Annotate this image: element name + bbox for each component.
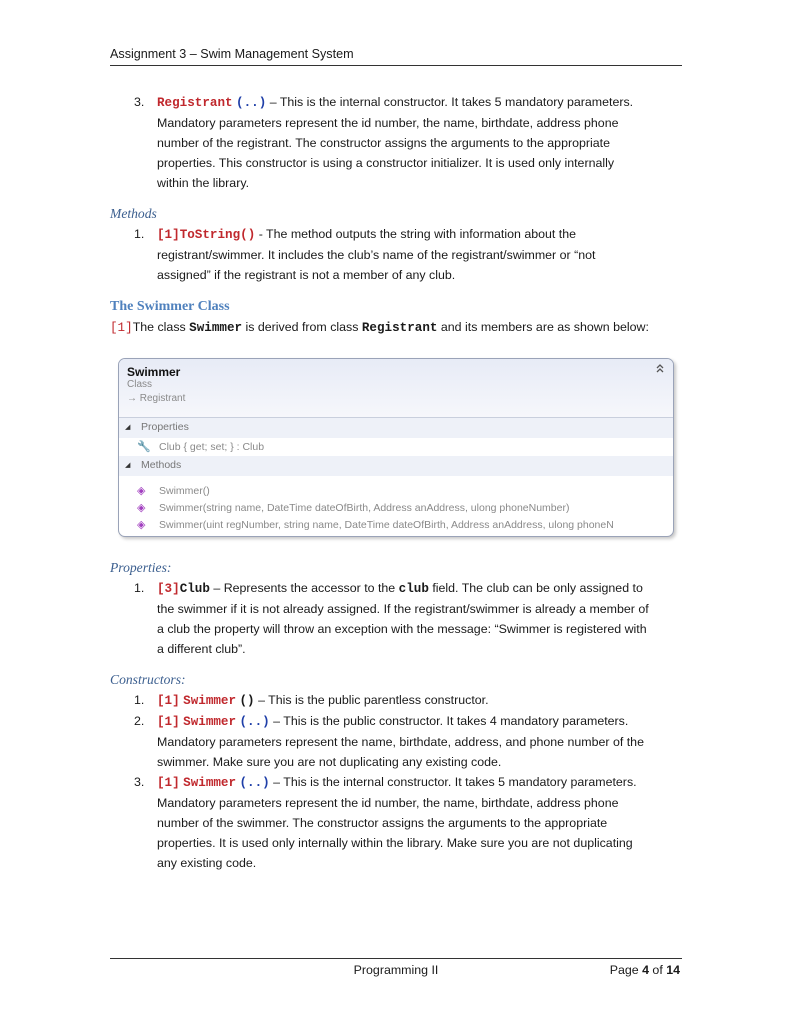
text-line: a club the property will throw an exception with the message: “Swimmer is registered with <box>157 622 647 636</box>
properties-section <box>110 558 682 659</box>
score-tag: [1] <box>157 715 180 729</box>
text-line: - The method outputs the string with information about the <box>255 227 577 241</box>
method-row <box>119 483 673 500</box>
text-line: – This is the public constructor. It takes 4 mandatory parameters. <box>269 714 629 728</box>
expand-triangle-icon: ◢ <box>125 424 131 431</box>
code-args: () <box>239 694 255 708</box>
score-tag: [1] <box>157 694 180 708</box>
code-name: Registrant <box>361 321 438 335</box>
methods-heading: Methods <box>110 206 157 221</box>
code-name: Swimmer <box>183 694 237 708</box>
code-args: (..) <box>239 715 270 729</box>
text-line: Mandatory parameters represent the id number, the name, birthdate, address phone <box>157 796 619 810</box>
code-args: (..) <box>236 96 267 110</box>
property-signature: Club { get; set; } : Club <box>159 441 265 453</box>
properties-compartment[interactable] <box>119 418 673 439</box>
score-tag: [1] <box>157 228 180 242</box>
page-number <box>610 963 680 977</box>
page-mid: of <box>648 963 667 977</box>
page-header <box>110 47 682 66</box>
page-prefix: Page <box>609 963 643 977</box>
expand-triangle-icon: ◢ <box>125 462 131 469</box>
list-item <box>110 690 682 711</box>
method-signature: Swimmer(uint regNumber, string name, DateTime dateOfBirth, Address anAddress, ulong phoneN <box>159 519 614 531</box>
text-line: properties. This constructor is using a constructor initializer. It is used only internally <box>157 156 615 170</box>
list-item <box>110 224 682 285</box>
page-current: 4 <box>642 963 649 977</box>
code-name: Registrant <box>157 96 233 110</box>
page-footer <box>110 958 682 983</box>
list-item <box>110 772 682 873</box>
list-item <box>110 578 682 659</box>
class-kind: Class <box>127 379 153 390</box>
text-line: assigned” if the registrant is not a member of any club. <box>157 268 456 282</box>
list-number: 3. <box>134 775 145 789</box>
score-tag: [3] <box>157 582 180 596</box>
score-tag: [1] <box>157 776 180 790</box>
list-number: 3. <box>134 95 145 109</box>
text-line: any existing code. <box>157 856 257 870</box>
score-tag: [1] <box>110 321 133 335</box>
method-cube-icon: ◈ <box>137 519 146 531</box>
text-line: – This is the internal constructor. It takes 5 mandatory parameters. <box>266 95 634 109</box>
list-number: 2. <box>134 714 145 728</box>
text-line: – This is the internal constructor. It takes 5 mandatory parameters. <box>269 775 637 789</box>
text-line: registrant/swimmer. It includes the club’s name of the registrant/swimmer or “not <box>157 248 596 262</box>
text-line: swimmer. Make sure you are not duplicating any existing code. <box>157 755 502 769</box>
text: field. The club can be only assigned to <box>428 581 643 595</box>
text-line: number of the registrant. The constructor assigns the arguments to the appropriate <box>157 136 610 150</box>
text-line: Mandatory parameters represent the name, birthdate, address, and phone number of the <box>157 735 644 749</box>
class-name: Swimmer <box>127 365 181 379</box>
list-number: 1. <box>134 581 145 595</box>
list-number: 1. <box>134 227 145 241</box>
code-name: ToString() <box>179 228 256 242</box>
registrant-constructor-3 <box>110 92 682 193</box>
compartment-label: Methods <box>141 459 182 471</box>
text-line: the swimmer if it is not already assigned. If the registrant/swimmer is already a member of <box>157 602 649 616</box>
footer-course: Programming II <box>353 963 439 977</box>
methods-compartment[interactable] <box>119 456 673 477</box>
class-diagram <box>118 358 674 537</box>
swimmer-class-section <box>110 297 682 338</box>
code-name: Swimmer <box>189 321 243 335</box>
list-number: 1. <box>134 693 145 707</box>
text: The class <box>132 320 190 334</box>
property-row <box>119 439 673 456</box>
method-signature: Swimmer() <box>159 485 210 497</box>
text: and its members are as shown below: <box>437 320 649 334</box>
base-class: → Registrant <box>127 393 186 404</box>
text-line: within the library. <box>157 176 250 190</box>
method-row <box>119 517 673 534</box>
header-title: Assignment 3 – Swim Management System <box>110 47 354 61</box>
text-line: number of the swimmer. The constructor assigns the arguments to the appropriate <box>157 816 608 830</box>
text-line: properties. It is used only internally within the library. Make sure you are not duplicating <box>157 836 633 850</box>
text-line: a different club”. <box>157 642 246 656</box>
code-name: Swimmer <box>183 776 237 790</box>
method-signature: Swimmer(string name, DateTime dateOfBirth, Address anAddress, ulong phoneNumber) <box>159 502 570 514</box>
constructors-heading: Constructors: <box>110 672 186 687</box>
code-name: Swimmer <box>183 715 237 729</box>
double-chevron-up-icon[interactable] <box>655 363 665 376</box>
class-diagram-header <box>119 359 673 418</box>
method-cube-icon: ◈ <box>137 485 146 497</box>
text: – Represents the accessor to the <box>209 581 399 595</box>
text-line: – This is the public parentless constructor. <box>254 693 489 707</box>
methods-section <box>110 204 682 285</box>
constructors-section <box>110 670 682 873</box>
code-field: club <box>398 582 429 596</box>
compartment-label: Properties <box>141 421 189 433</box>
text: is derived from class <box>242 320 362 334</box>
code-args: (..) <box>239 776 270 790</box>
list-item <box>110 711 682 772</box>
method-cube-icon: ◈ <box>137 502 146 514</box>
method-row <box>119 500 673 517</box>
text-line: Mandatory parameters represent the id number, the name, birthdate, address phone <box>157 116 619 130</box>
section-heading: The Swimmer Class <box>110 299 230 314</box>
page-total: 14 <box>666 963 680 977</box>
wrench-icon: 🔧 <box>137 441 151 453</box>
properties-heading: Properties: <box>110 560 172 575</box>
list-item <box>110 92 682 193</box>
code-name: Club <box>179 582 210 596</box>
